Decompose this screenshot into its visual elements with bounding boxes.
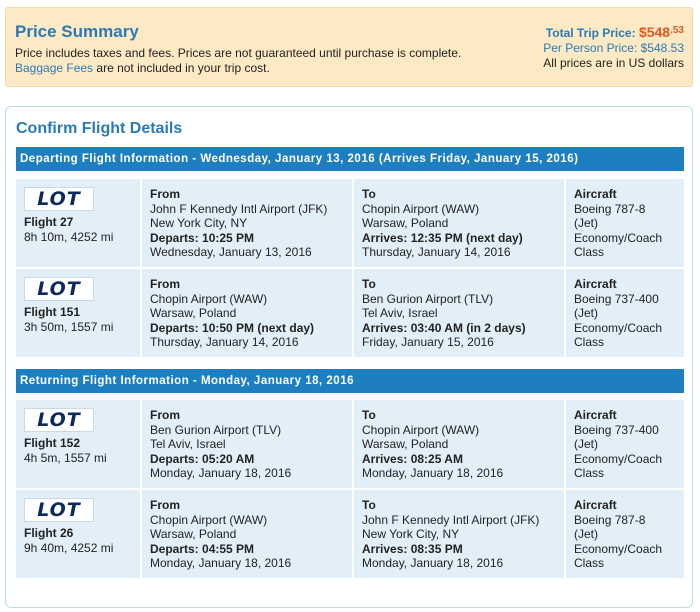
total-trip-price bbox=[543, 23, 684, 41]
departs-time: Departs: 05:20 AM bbox=[150, 451, 255, 466]
airline-cell bbox=[16, 490, 142, 578]
aircraft-cell bbox=[566, 490, 684, 578]
per-person-price: Per Person Price: $548.53 bbox=[543, 41, 684, 55]
confirm-flight-panel bbox=[5, 106, 693, 608]
price-summary-panel bbox=[5, 7, 693, 87]
to-airport: John F Kennedy Intl Airport (JFK) bbox=[362, 512, 540, 527]
lot-airline-logo: LOT bbox=[24, 187, 94, 211]
total-price-cents: .53 bbox=[670, 25, 684, 36]
arrives-time: Arrives: 08:35 PM bbox=[362, 541, 463, 556]
arrive-date: Monday, January 18, 2016 bbox=[362, 556, 504, 570]
departs-time: Departs: 04:55 PM bbox=[150, 541, 255, 556]
baggage-note-text: are not included in your trip cost. bbox=[93, 61, 270, 75]
aircraft-model: Boeing 787-8 bbox=[574, 201, 646, 216]
aircraft-type: (Jet) bbox=[574, 306, 598, 320]
to-airport: Chopin Airport (WAW) bbox=[362, 422, 480, 437]
aircraft-label: Aircraft bbox=[574, 187, 617, 201]
total-price-dollars: $548 bbox=[638, 24, 671, 40]
to-label: To bbox=[362, 498, 376, 512]
from-city: Tel Aviv, Israel bbox=[150, 437, 226, 451]
to-city: Warsaw, Poland bbox=[362, 437, 449, 451]
aircraft-model: Boeing 787-8 bbox=[574, 512, 646, 527]
lot-airline-logo: LOT bbox=[24, 408, 94, 432]
confirm-flight-title: Confirm Flight Details bbox=[16, 120, 183, 137]
depart-date: Thursday, January 14, 2016 bbox=[150, 335, 299, 349]
price-note-line: Price includes taxes and fees. Prices are not guaranteed until purchase is complete. bbox=[15, 46, 462, 60]
flight-duration: 4h 5m, 1557 mi bbox=[24, 450, 107, 465]
from-label: From bbox=[150, 408, 180, 422]
arrives-time: Arrives: 08:25 AM bbox=[362, 451, 463, 466]
cabin-class-suffix: Class bbox=[574, 245, 605, 259]
aircraft-type: (Jet) bbox=[574, 216, 598, 230]
depart-date: Monday, January 18, 2016 bbox=[150, 466, 292, 480]
lot-airline-logo: LOT bbox=[24, 277, 94, 301]
airline-cell bbox=[16, 400, 142, 488]
arrive-date: Thursday, January 14, 2016 bbox=[362, 245, 511, 259]
from-city: Warsaw, Poland bbox=[150, 306, 237, 320]
total-price-value bbox=[639, 24, 684, 40]
to-label: To bbox=[362, 408, 376, 422]
to-label: To bbox=[362, 187, 376, 201]
arrive-date: Monday, January 18, 2016 bbox=[362, 466, 504, 480]
airline-cell bbox=[16, 269, 142, 357]
lot-airline-logo: LOT bbox=[24, 498, 94, 522]
from-airport: John F Kennedy Intl Airport (JFK) bbox=[150, 201, 328, 216]
flight-number: Flight 152 bbox=[24, 436, 81, 450]
flight-number: Flight 26 bbox=[24, 526, 74, 540]
cabin-class-suffix: Class bbox=[574, 466, 605, 480]
aircraft-label: Aircraft bbox=[574, 498, 617, 512]
departing-header: Departing Flight Information - Wednesday, January 13, 2016 (Arrives Friday, January 15, 2016) bbox=[16, 147, 684, 171]
cabin-class-suffix: Class bbox=[574, 556, 605, 570]
to-cell bbox=[354, 269, 566, 357]
cabin-class: Economy/Coach bbox=[574, 541, 663, 556]
from-cell bbox=[142, 490, 354, 578]
from-airport: Chopin Airport (WAW) bbox=[150, 512, 268, 527]
flight-row bbox=[16, 400, 684, 488]
arrive-date: Friday, January 15, 2016 bbox=[362, 335, 494, 349]
from-cell bbox=[142, 179, 354, 267]
from-airport: Chopin Airport (WAW) bbox=[150, 291, 268, 306]
flight-duration: 9h 40m, 4252 mi bbox=[24, 540, 114, 555]
cabin-class-suffix: Class bbox=[574, 335, 605, 349]
from-city: Warsaw, Poland bbox=[150, 527, 237, 541]
departs-time: Departs: 10:50 PM (next day) bbox=[150, 320, 315, 335]
from-label: From bbox=[150, 277, 180, 291]
baggage-fees-link[interactable]: Baggage Fees bbox=[15, 61, 94, 75]
cabin-class: Economy/Coach bbox=[574, 230, 663, 245]
to-cell bbox=[354, 400, 566, 488]
from-airport: Ben Gurion Airport (TLV) bbox=[150, 422, 282, 437]
aircraft-type: (Jet) bbox=[574, 527, 598, 541]
cabin-class: Economy/Coach bbox=[574, 451, 663, 466]
flight-number: Flight 27 bbox=[24, 215, 74, 229]
to-city: Tel Aviv, Israel bbox=[362, 306, 438, 320]
currency-note: All prices are in US dollars bbox=[543, 56, 684, 70]
from-cell bbox=[142, 400, 354, 488]
aircraft-cell bbox=[566, 179, 684, 267]
baggage-note-line bbox=[15, 61, 461, 76]
to-airport: Chopin Airport (WAW) bbox=[362, 201, 480, 216]
to-label: To bbox=[362, 277, 376, 291]
flight-row bbox=[16, 490, 684, 578]
from-label: From bbox=[150, 498, 180, 512]
to-airport: Ben Gurion Airport (TLV) bbox=[362, 291, 494, 306]
cabin-class: Economy/Coach bbox=[574, 320, 663, 335]
to-cell bbox=[354, 490, 566, 578]
departs-time: Departs: 10:25 PM bbox=[150, 230, 255, 245]
price-totals bbox=[543, 23, 684, 71]
from-label: From bbox=[150, 187, 180, 201]
flight-duration: 3h 50m, 1557 mi bbox=[24, 319, 114, 334]
aircraft-type: (Jet) bbox=[574, 437, 598, 451]
aircraft-label: Aircraft bbox=[574, 408, 617, 422]
to-city: New York City, NY bbox=[362, 527, 460, 541]
aircraft-label: Aircraft bbox=[574, 277, 617, 291]
aircraft-model: Boeing 737-400 bbox=[574, 422, 659, 437]
to-cell bbox=[354, 179, 566, 267]
depart-date: Monday, January 18, 2016 bbox=[150, 556, 292, 570]
flight-duration: 8h 10m, 4252 mi bbox=[24, 229, 114, 244]
aircraft-cell bbox=[566, 269, 684, 357]
aircraft-cell bbox=[566, 400, 684, 488]
total-price-label: Total Trip Price: bbox=[545, 26, 639, 40]
aircraft-model: Boeing 737-400 bbox=[574, 291, 659, 306]
returning-header: Returning Flight Information - Monday, January 18, 2016 bbox=[16, 369, 684, 393]
flight-row bbox=[16, 179, 684, 267]
to-city: Warsaw, Poland bbox=[362, 216, 449, 230]
price-summary-note bbox=[15, 46, 461, 76]
airline-cell bbox=[16, 179, 142, 267]
price-summary-title: Price Summary bbox=[15, 22, 139, 41]
from-cell bbox=[142, 269, 354, 357]
flight-row bbox=[16, 269, 684, 357]
arrives-time: Arrives: 12:35 PM (next day) bbox=[362, 230, 523, 245]
arrives-time: Arrives: 03:40 AM (in 2 days) bbox=[362, 320, 526, 335]
flight-number: Flight 151 bbox=[24, 305, 81, 319]
depart-date: Wednesday, January 13, 2016 bbox=[150, 245, 312, 259]
from-city: New York City, NY bbox=[150, 216, 248, 230]
